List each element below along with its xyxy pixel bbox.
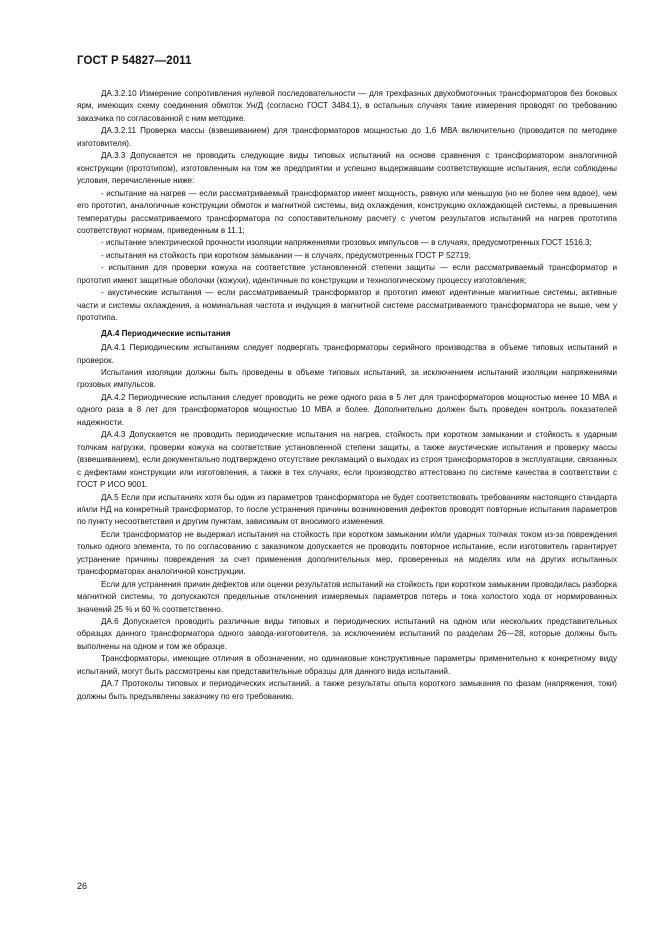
paragraph: Трансформаторы, имеющие отличия в обозначении, но одинаковые конструктивные параметры применительно к конкретному виду испытаний, могут быть рассмотрены как представительные образцы для данного вида испытаний. bbox=[77, 654, 617, 676]
section-heading: ДА.4 Периодические испытания bbox=[101, 328, 231, 338]
page-number: 26 bbox=[77, 881, 88, 891]
paragraph: - испытание электрической прочности изоляции напряжениями грозовых импульсов — в случаях, предусмотренных ГОСТ 1516.3; bbox=[101, 238, 592, 248]
paragraph: - испытания на стойкость при коротком замыкании — в случаях, предусмотренных ГОСТ Р 52719; bbox=[101, 250, 471, 260]
paragraph: - акустические испытания — если рассматриваемый трансформатор и прототип имеют идентичные магнитные системы, активные части и системы охлаждения, а номинальная частота и индукция в магнитной системе рассматриваемого трансформатора не выше, чем у прототипа. bbox=[77, 288, 617, 323]
paragraph: ДА.4.1 Периодическим испытаниям следует подвергать трансформаторы серийного производства в объеме типовых испытаний и проверок. bbox=[77, 343, 617, 365]
paragraph: - испытания для проверки кожуха на соответствие установленной степени защиты — если рассматриваемый трансформатор и прототип имеют защитные оболочки (кожухи), идентичные по конструкции и технологическому процессу изготовления; bbox=[77, 263, 617, 285]
paragraph: ДА.6 Допускается проводить различные виды типовых и периодических испытаний на одном или нескольких представительных образцах данного трансформатора одного завода-изготовителя, за исключением испытаний по разделам 26—28, которые должны быть выполнены на одном и том же образце. bbox=[77, 617, 617, 651]
paragraph: ДА.3.2.10 Измерение сопротивления нулевой последовательности — для трехфазных двухобмоточных трансформаторов без боковых ярм, имеющих схему соединения обмоток Ун/Д (согласно ГОСТ 3484.1), в остальных случаях такие измерения проводят по требованию заказчика по согласованной с ним методике. bbox=[77, 89, 617, 123]
paragraph: ДА.4.2 Периодические испытания следует проводить не реже одного раза в 5 лет для трансформаторов мощностью менее 10 МВА и одного раза в 8 лет для трансформаторов мощностью 10 МВА и более. Дополнительно должен быть проведен контроль показателей надежности. bbox=[77, 392, 617, 427]
paragraph: ДА.7 Протоколы типовых и периодических испытаний, а также результаты опыта короткого замыкания по фазам (напряжения, токи) должны быть предъявлены заказчику по его требованию. bbox=[77, 679, 617, 701]
paragraph: ДА.3.3 Допускается не проводить следующие виды типовых испытаний на основе сравнения с трансформатором аналогичной конструкции (прототипом), изготовленным на том же предприятии и успешно выдержавшим соответствующие испытания, если соблюдены условия, перечисленные ниже: bbox=[77, 151, 617, 186]
paragraph: Испытания изоляции должны быть проведены в объеме типовых испытаний, за исключением испытаний изоляции напряжениями грозовых импульсов. bbox=[77, 367, 617, 390]
document-header: ГОСТ Р 54827—2011 bbox=[77, 55, 192, 67]
paragraph: ДА.3.2.11 Проверка массы (взвешиванием) для трансформаторов мощностью до 1,6 МВА включительно (проводится по методике изготовителя). bbox=[77, 126, 617, 148]
paragraph: Если для устранения причин дефектов или оценки результатов испытаний на стойкость при коротком замыкании проводилась разборка магнитной системы, то допускаются предельные отклонения измеряемых параметров потерь и тока холостого хода от нормированных значений 25 % и 60 % соответственно. bbox=[77, 579, 617, 614]
paragraph: ДА.5 Если при испытаниях хотя бы один из параметров трансформатора не будет соответствовать требованиям настоящего стандарта и/или НД на конкретный трансформатор, то после устранения причины возникновения дефектов проводят повторные испытания параметров по пункту несоответствия и другим пунктам, зависимым от вносимого изменения. bbox=[77, 492, 617, 527]
paragraph: ДА.4.3 Допускается не проводить периодические испытания на нагрев, стойкость при коротком замыкании и стойкость к ударным толчкам нагрузки, проверки кожуха на соответствие установленной степени защиты, а также акустические испытания и проверку массы (взвешиванием), если документально подтверждено отсутствие рекламаций о выходах из строя трансформаторов в эксплуатации, связанных с дефектами конструкции или изготовления, а также в тех случаях, если производство аттестовано по системе качества в соответствии с ГОСТ Р ИСО 9001. bbox=[77, 430, 617, 490]
paragraph: - испытание на нагрев — если рассматриваемый трансформатор имеет мощность, равную или меньшую (но не более чем вдвое), чем его прототип, аналогичные конструкции обмоток и магнитной системы, вид охлаждения, конструкцию охлаждающей системы, а превышения температуры рассматриваемого трансформатора по сопоставительному расчету с учетом результатов испытаний на нагрев прототипа соответствуют нормам, приведенным в 11.1; bbox=[77, 188, 617, 235]
document-body bbox=[77, 88, 617, 703]
paragraph: Если трансформатор не выдержал испытания на стойкость при коротком замыкании и/или ударных толчках током из-за повреждения только одного элемента, то по согласованию с заказчиком допускается не проводить повторное испытание, если изготовитель гарантирует устранение причины повреждения за счет применения дополнительных мер, проверенных на моделях или на других испытанных трансформаторах аналогичной конструкции. bbox=[77, 529, 617, 577]
